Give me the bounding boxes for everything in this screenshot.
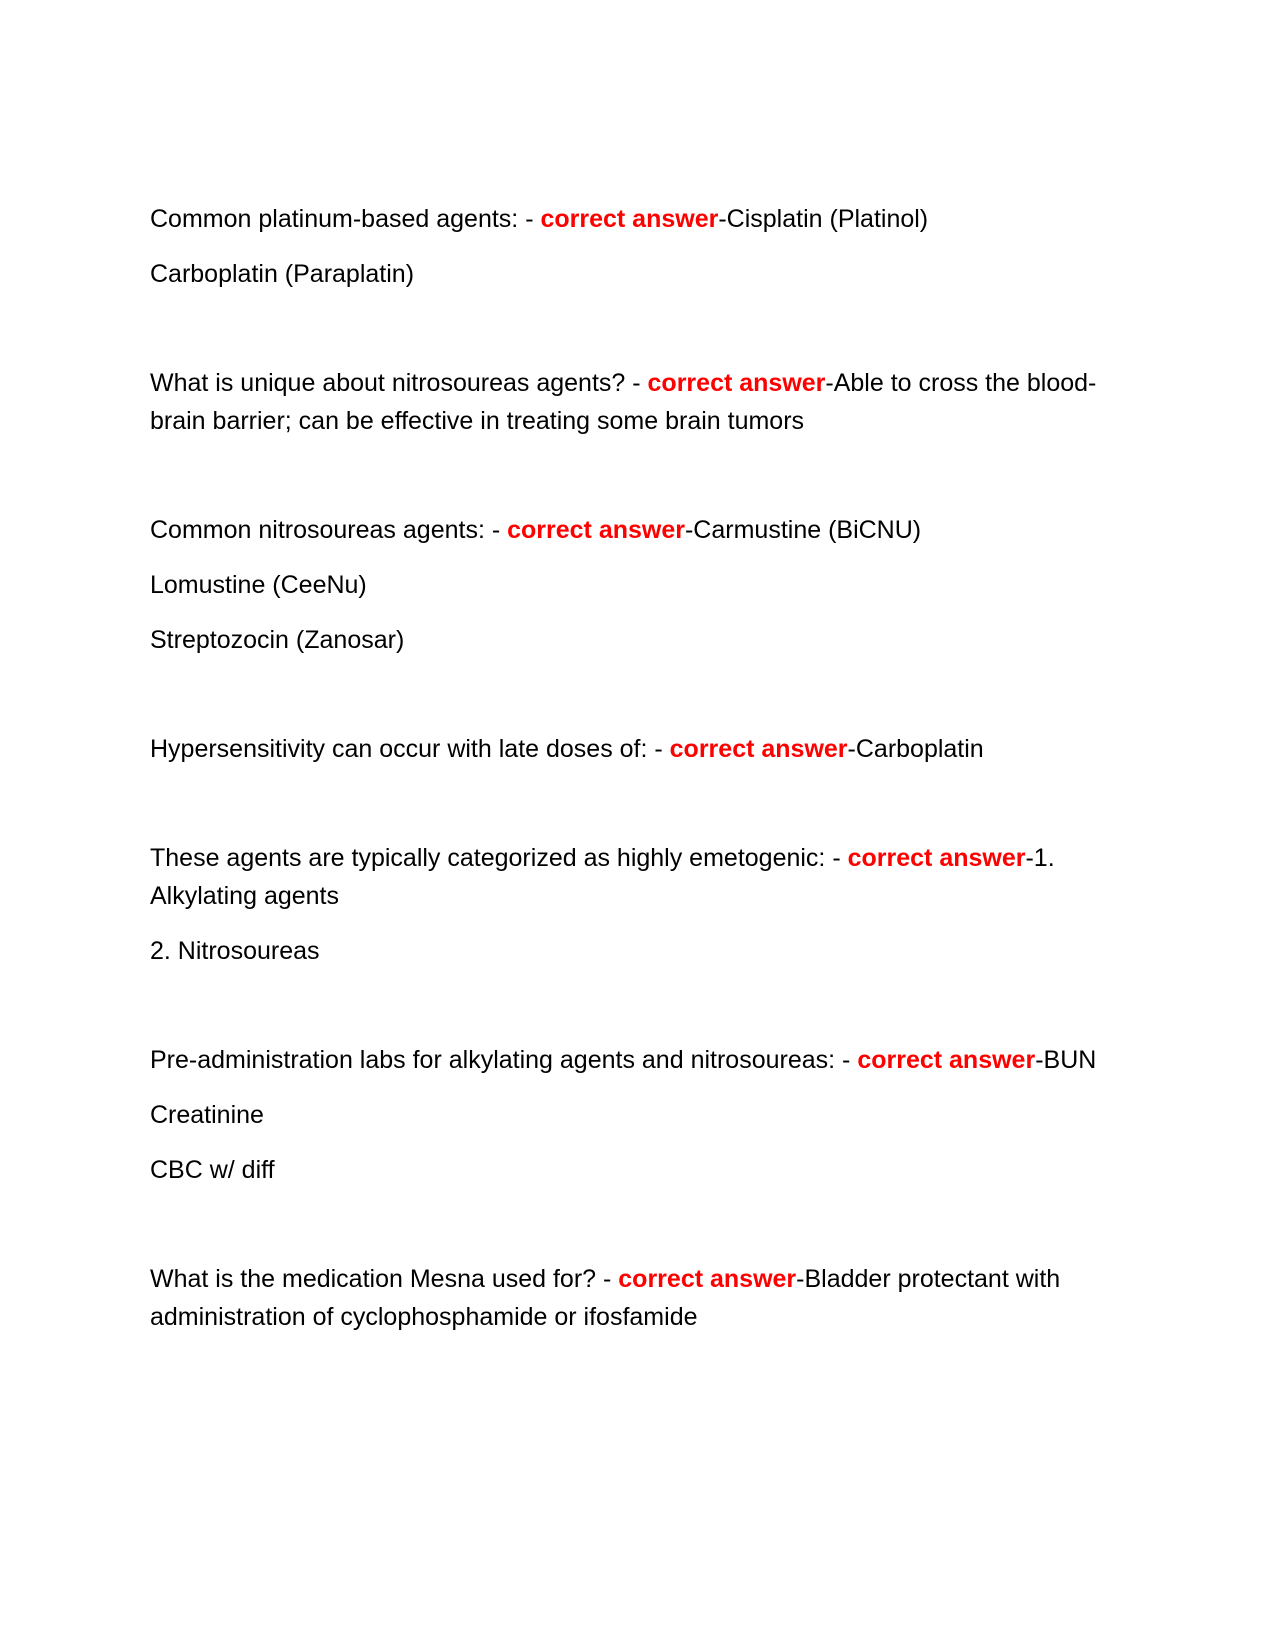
qa-item-mesna [150,1260,1110,1336]
answer-text: -Cisplatin (Platinol) [718,205,929,233]
correct-answer-marker: correct answer [847,844,1026,872]
question-text: Pre-administration labs for alkylating agents and nitrosoureas: - [150,1046,858,1074]
answer-text: -Able to cross the blood-brain barrier; can be effective in treating some brain tumors [150,369,1097,435]
qa-item-emetogenic [150,839,1110,970]
answer-text: -Carboplatin [847,735,984,763]
qa-item-nitrosoureas-unique [150,364,1110,440]
question-text: What is unique about nitrosoureas agents? - [150,369,648,397]
correct-answer-marker: correct answer [507,516,685,544]
qa-line [150,839,1110,915]
answer-text: -BUN [1035,1046,1097,1074]
correct-answer-marker: correct answer [857,1046,1036,1074]
qa-item-nitrosoureas-agents [150,511,1110,659]
question-text: These agents are typically categorized as highly emetogenic: - [150,844,848,872]
answer-text: -1. Alkylating agents [150,844,1055,910]
qa-line [150,200,1110,238]
qa-line [150,1260,1110,1336]
correct-answer-marker: correct answer [618,1265,797,1293]
qa-item-platinum-agents [150,200,1110,293]
qa-item-hypersensitivity [150,730,1110,768]
qa-line [150,511,1110,549]
qa-line [150,364,1110,440]
answer-line: Streptozocin (Zanosar) [150,626,405,654]
question-text: Common nitrosoureas agents: - [150,516,508,544]
correct-answer-marker: correct answer [669,735,848,763]
answer-line: 2. Nitrosoureas [150,937,320,965]
correct-answer-marker: correct answer [647,369,826,397]
answer-text: -Carmustine (BiCNU) [684,516,922,544]
answer-line: Creatinine [150,1101,264,1129]
answer-line: Carboplatin (Paraplatin) [150,260,415,288]
question-text: What is the medication Mesna used for? - [150,1265,619,1293]
qa-line [150,1041,1110,1079]
qa-item-pre-admin-labs [150,1041,1110,1189]
question-text: Hypersensitivity can occur with late doses of: - [150,735,670,763]
correct-answer-marker: correct answer [540,205,719,233]
answer-line: CBC w/ diff [150,1156,275,1184]
qa-line [150,730,1110,768]
question-text: Common platinum-based agents: - [150,205,541,233]
flashcard-list [150,200,1110,1407]
answer-text: -Bladder protectant with administration of cyclophosphamide or ifosfamide [150,1265,1061,1331]
answer-line: Lomustine (CeeNu) [150,571,367,599]
